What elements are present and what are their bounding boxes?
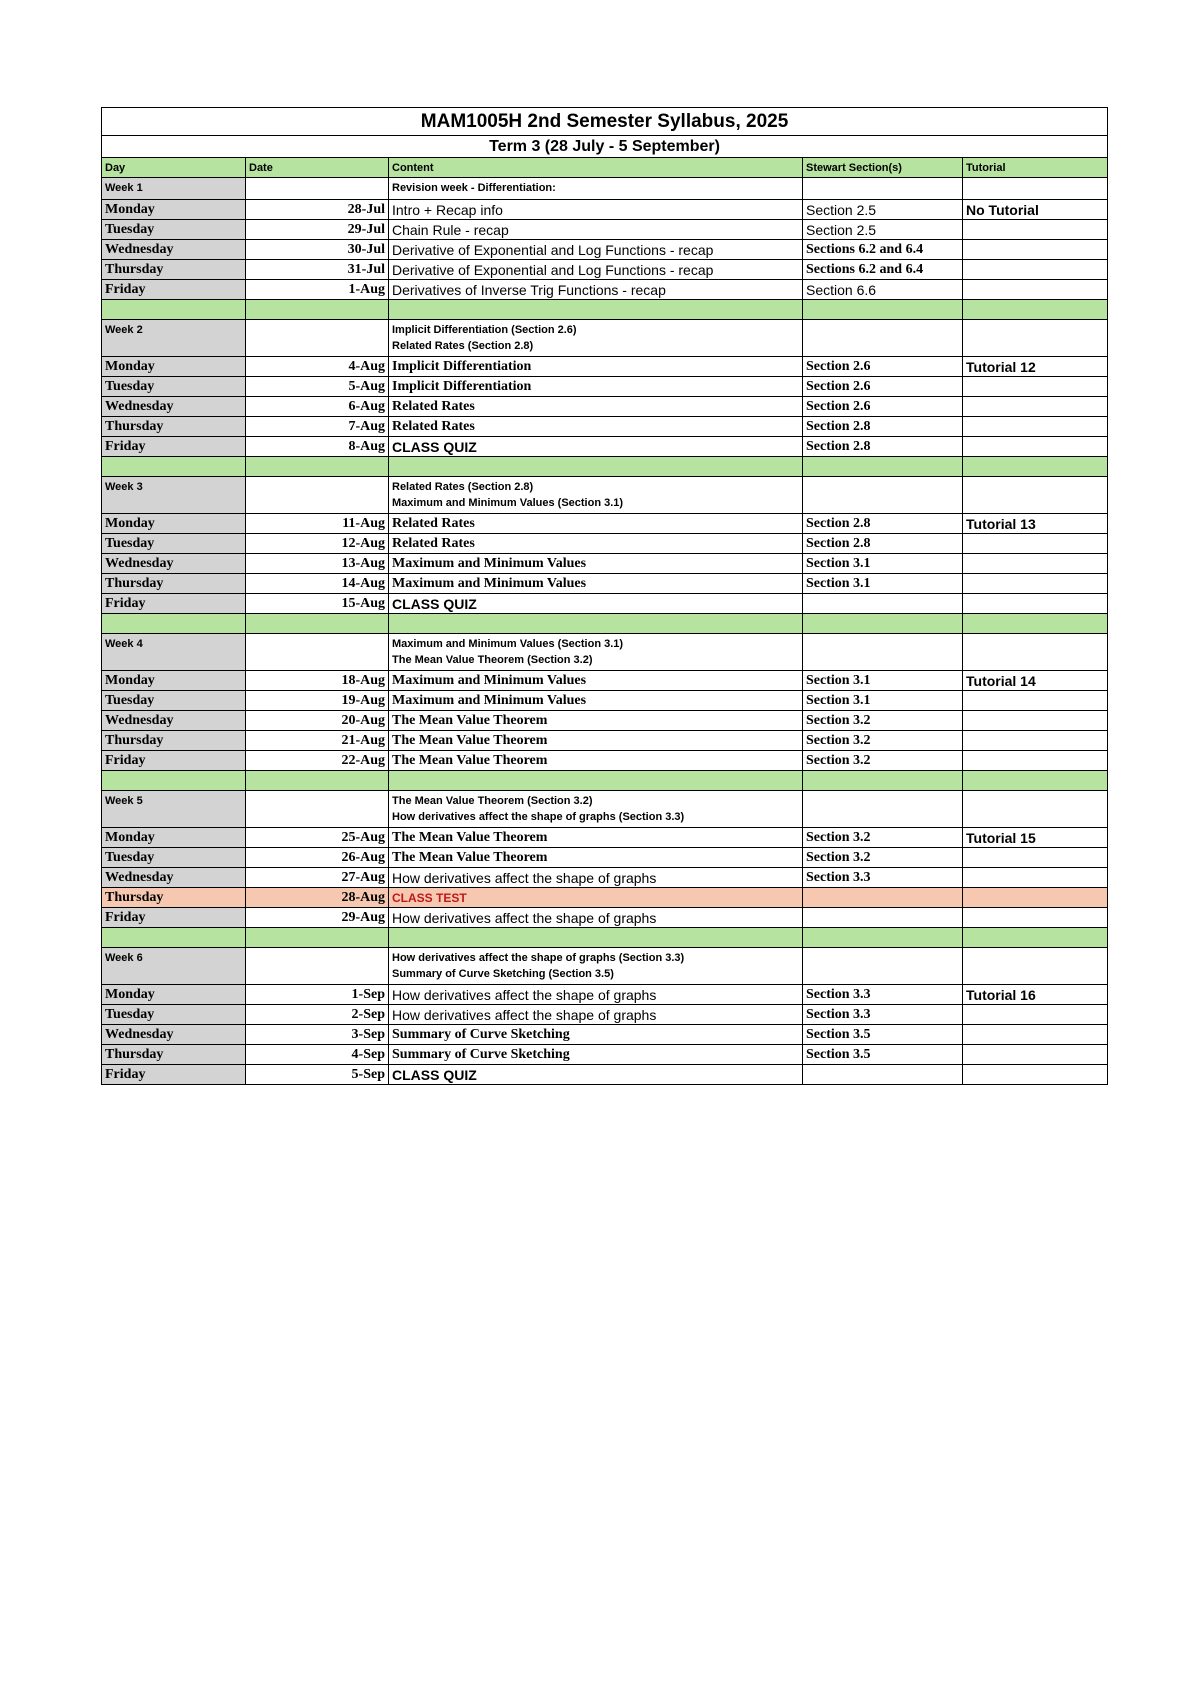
header-tutorial: Tutorial xyxy=(963,158,1108,178)
tutorial-cell xyxy=(963,417,1108,437)
header-day: Day xyxy=(102,158,246,178)
table-row xyxy=(102,828,1108,848)
content-cell: Related Rates xyxy=(389,534,803,554)
table-row xyxy=(102,417,1108,437)
tutorial-cell xyxy=(963,751,1108,771)
day-cell: Thursday xyxy=(102,417,246,437)
section-cell: Section 3.3 xyxy=(803,1005,963,1025)
week-label: Week 6 xyxy=(102,948,246,985)
table-row xyxy=(102,534,1108,554)
date-cell: 14-Aug xyxy=(246,574,389,594)
table-row xyxy=(102,888,1108,908)
day-cell: Friday xyxy=(102,908,246,928)
week-separator xyxy=(102,928,1108,948)
section-cell: Section 3.2 xyxy=(803,848,963,868)
day-cell: Monday xyxy=(102,828,246,848)
separator-cell xyxy=(963,928,1108,948)
date-cell: 29-Jul xyxy=(246,220,389,240)
day-cell: Tuesday xyxy=(102,377,246,397)
separator-cell xyxy=(803,928,963,948)
tutorial-cell xyxy=(963,220,1108,240)
date-cell: 5-Aug xyxy=(246,377,389,397)
day-cell: Tuesday xyxy=(102,534,246,554)
date-cell: 2-Sep xyxy=(246,1005,389,1025)
content-cell: CLASS TEST xyxy=(389,888,803,908)
day-cell: Thursday xyxy=(102,888,246,908)
tutorial-cell xyxy=(963,437,1108,457)
day-cell: Tuesday xyxy=(102,691,246,711)
week-header-row xyxy=(102,477,1108,514)
section-cell: Section 2.6 xyxy=(803,357,963,377)
week-empty-cell xyxy=(963,320,1108,357)
separator-cell xyxy=(246,614,389,634)
day-cell: Thursday xyxy=(102,260,246,280)
week-label: Week 2 xyxy=(102,320,246,357)
date-cell: 25-Aug xyxy=(246,828,389,848)
week-topic: How derivatives affect the shape of graphs (Section 3.3) xyxy=(392,952,685,964)
syllabus-table xyxy=(101,107,1108,1085)
section-cell: Section 6.6 xyxy=(803,280,963,300)
table-row xyxy=(102,200,1108,220)
separator-cell xyxy=(246,457,389,477)
syllabus-body xyxy=(102,108,1108,1085)
week-topic: How derivatives affect the shape of graphs (Section 3.3) xyxy=(392,811,685,823)
table-row xyxy=(102,711,1108,731)
date-cell: 3-Sep xyxy=(246,1025,389,1045)
section-cell: Section 3.2 xyxy=(803,751,963,771)
table-row xyxy=(102,1005,1108,1025)
section-cell: Section 2.8 xyxy=(803,417,963,437)
week-empty-cell xyxy=(803,948,963,985)
content-cell: Maximum and Minimum Values xyxy=(389,554,803,574)
date-cell: 27-Aug xyxy=(246,868,389,888)
tutorial-cell xyxy=(963,1025,1108,1045)
tutorial-cell xyxy=(963,691,1108,711)
date-cell: 15-Aug xyxy=(246,594,389,614)
tutorial-cell xyxy=(963,554,1108,574)
week-empty-cell xyxy=(803,791,963,828)
section-cell: Section 2.6 xyxy=(803,377,963,397)
week-header-row xyxy=(102,948,1108,985)
week-topic: Related Rates (Section 2.8) xyxy=(392,340,534,352)
section-cell xyxy=(803,888,963,908)
section-cell: Section 3.3 xyxy=(803,985,963,1005)
day-cell: Monday xyxy=(102,671,246,691)
content-cell: How derivatives affect the shape of graphs xyxy=(389,868,803,888)
day-cell: Monday xyxy=(102,200,246,220)
table-row xyxy=(102,377,1108,397)
content-cell: CLASS QUIZ xyxy=(389,1065,803,1085)
week-empty-cell xyxy=(803,320,963,357)
content-cell: The Mean Value Theorem xyxy=(389,751,803,771)
content-cell: Related Rates xyxy=(389,514,803,534)
week-topic: Related Rates (Section 2.8) xyxy=(392,481,534,493)
tutorial-cell xyxy=(963,868,1108,888)
day-cell: Friday xyxy=(102,751,246,771)
day-cell: Monday xyxy=(102,514,246,534)
day-cell: Friday xyxy=(102,1065,246,1085)
section-cell: Section 3.2 xyxy=(803,731,963,751)
tutorial-cell xyxy=(963,397,1108,417)
separator-cell xyxy=(963,771,1108,791)
week-empty-cell xyxy=(803,477,963,514)
section-cell: Section 3.1 xyxy=(803,574,963,594)
week-topic: Revision week - Differentiation: xyxy=(392,182,556,194)
date-cell: 21-Aug xyxy=(246,731,389,751)
table-row xyxy=(102,574,1108,594)
week-topic: Implicit Differentiation (Section 2.6) xyxy=(392,324,577,336)
week-empty-cell xyxy=(803,634,963,671)
header-section: Stewart Section(s) xyxy=(803,158,963,178)
date-cell: 4-Sep xyxy=(246,1045,389,1065)
term-row xyxy=(102,136,1108,158)
separator-cell xyxy=(389,457,803,477)
week-topic: The Mean Value Theorem (Section 3.2) xyxy=(392,795,593,807)
week-empty-cell xyxy=(963,477,1108,514)
day-cell: Friday xyxy=(102,594,246,614)
day-cell: Thursday xyxy=(102,1045,246,1065)
week-separator xyxy=(102,771,1108,791)
tutorial-cell xyxy=(963,731,1108,751)
section-cell: Section 2.5 xyxy=(803,200,963,220)
date-cell: 4-Aug xyxy=(246,357,389,377)
section-cell: Section 3.1 xyxy=(803,554,963,574)
week-separator xyxy=(102,300,1108,320)
week-date-cell xyxy=(246,477,389,514)
table-row xyxy=(102,240,1108,260)
week-date-cell xyxy=(246,948,389,985)
week-empty-cell xyxy=(963,634,1108,671)
date-cell: 26-Aug xyxy=(246,848,389,868)
date-cell: 8-Aug xyxy=(246,437,389,457)
separator-cell xyxy=(389,771,803,791)
date-cell: 19-Aug xyxy=(246,691,389,711)
title-row xyxy=(102,108,1108,136)
day-cell: Wednesday xyxy=(102,711,246,731)
day-cell: Tuesday xyxy=(102,848,246,868)
table-row xyxy=(102,751,1108,771)
week-topics xyxy=(389,634,803,671)
day-cell: Wednesday xyxy=(102,1025,246,1045)
date-cell: 31-Jul xyxy=(246,260,389,280)
separator-cell xyxy=(246,300,389,320)
content-cell: Implicit Differentiation xyxy=(389,357,803,377)
tutorial-cell xyxy=(963,1065,1108,1085)
table-row xyxy=(102,437,1108,457)
table-row xyxy=(102,691,1108,711)
week-label: Week 3 xyxy=(102,477,246,514)
table-row xyxy=(102,397,1108,417)
content-cell: Chain Rule - recap xyxy=(389,220,803,240)
tutorial-cell xyxy=(963,260,1108,280)
week-header-row xyxy=(102,178,1108,200)
week-topic: Summary of Curve Sketching (Section 3.5) xyxy=(392,968,614,980)
table-row xyxy=(102,868,1108,888)
separator-cell xyxy=(389,300,803,320)
date-cell: 1-Aug xyxy=(246,280,389,300)
section-cell xyxy=(803,908,963,928)
content-cell: Maximum and Minimum Values xyxy=(389,671,803,691)
table-row xyxy=(102,594,1108,614)
content-cell: Maximum and Minimum Values xyxy=(389,691,803,711)
tutorial-cell xyxy=(963,848,1108,868)
date-cell: 1-Sep xyxy=(246,985,389,1005)
tutorial-cell: Tutorial 12 xyxy=(963,357,1108,377)
day-cell: Friday xyxy=(102,280,246,300)
content-cell: The Mean Value Theorem xyxy=(389,711,803,731)
section-cell: Section 3.3 xyxy=(803,868,963,888)
week-date-cell xyxy=(246,791,389,828)
page-title: MAM1005H 2nd Semester Syllabus, 2025 xyxy=(102,108,1108,136)
week-date-cell xyxy=(246,634,389,671)
content-cell: Related Rates xyxy=(389,417,803,437)
week-label: Week 4 xyxy=(102,634,246,671)
header-date: Date xyxy=(246,158,389,178)
content-cell: Intro + Recap info xyxy=(389,200,803,220)
day-cell: Tuesday xyxy=(102,220,246,240)
week-topic: The Mean Value Theorem (Section 3.2) xyxy=(392,654,593,666)
separator-cell xyxy=(963,457,1108,477)
date-cell: 18-Aug xyxy=(246,671,389,691)
section-cell: Section 2.8 xyxy=(803,534,963,554)
tutorial-cell xyxy=(963,1005,1108,1025)
separator-cell xyxy=(102,928,246,948)
tutorial-cell: Tutorial 16 xyxy=(963,985,1108,1005)
section-cell: Section 3.2 xyxy=(803,828,963,848)
week-topics xyxy=(389,791,803,828)
day-cell: Wednesday xyxy=(102,554,246,574)
separator-cell xyxy=(102,614,246,634)
day-cell: Monday xyxy=(102,985,246,1005)
section-cell: Sections 6.2 and 6.4 xyxy=(803,240,963,260)
day-cell: Thursday xyxy=(102,574,246,594)
week-topics xyxy=(389,320,803,357)
date-cell: 28-Aug xyxy=(246,888,389,908)
table-row xyxy=(102,848,1108,868)
tutorial-cell xyxy=(963,280,1108,300)
content-cell: How derivatives affect the shape of graphs xyxy=(389,985,803,1005)
tutorial-cell: Tutorial 15 xyxy=(963,828,1108,848)
separator-cell xyxy=(963,614,1108,634)
content-cell: CLASS QUIZ xyxy=(389,594,803,614)
day-cell: Thursday xyxy=(102,731,246,751)
table-row xyxy=(102,554,1108,574)
week-date-cell xyxy=(246,320,389,357)
table-row xyxy=(102,731,1108,751)
separator-cell xyxy=(389,928,803,948)
table-row xyxy=(102,280,1108,300)
date-cell: 30-Jul xyxy=(246,240,389,260)
day-cell: Tuesday xyxy=(102,1005,246,1025)
header-content: Content xyxy=(389,158,803,178)
section-cell: Section 3.5 xyxy=(803,1045,963,1065)
week-separator xyxy=(102,457,1108,477)
content-cell: Summary of Curve Sketching xyxy=(389,1045,803,1065)
date-cell: 13-Aug xyxy=(246,554,389,574)
table-row xyxy=(102,220,1108,240)
week-topics xyxy=(389,477,803,514)
separator-cell xyxy=(803,300,963,320)
week-separator xyxy=(102,614,1108,634)
content-cell: Derivative of Exponential and Log Functions - recap xyxy=(389,260,803,280)
section-cell: Section 3.1 xyxy=(803,691,963,711)
section-cell: Section 3.5 xyxy=(803,1025,963,1045)
tutorial-cell xyxy=(963,377,1108,397)
tutorial-cell xyxy=(963,908,1108,928)
date-cell: 7-Aug xyxy=(246,417,389,437)
week-label: Week 1 xyxy=(102,178,246,200)
tutorial-cell: Tutorial 13 xyxy=(963,514,1108,534)
section-cell: Section 2.8 xyxy=(803,437,963,457)
content-cell: The Mean Value Theorem xyxy=(389,731,803,751)
tutorial-cell: Tutorial 14 xyxy=(963,671,1108,691)
tutorial-cell xyxy=(963,240,1108,260)
separator-cell xyxy=(246,771,389,791)
content-cell: CLASS QUIZ xyxy=(389,437,803,457)
date-cell: 5-Sep xyxy=(246,1065,389,1085)
content-cell: The Mean Value Theorem xyxy=(389,848,803,868)
tutorial-cell xyxy=(963,888,1108,908)
table-row xyxy=(102,671,1108,691)
separator-cell xyxy=(102,771,246,791)
week-topic: Maximum and Minimum Values (Section 3.1) xyxy=(392,497,624,509)
day-cell: Monday xyxy=(102,357,246,377)
section-cell: Section 3.2 xyxy=(803,711,963,731)
section-cell xyxy=(803,594,963,614)
table-row xyxy=(102,985,1108,1005)
table-row xyxy=(102,1045,1108,1065)
week-empty-cell xyxy=(803,178,963,200)
date-cell: 12-Aug xyxy=(246,534,389,554)
tutorial-cell xyxy=(963,594,1108,614)
week-label: Week 5 xyxy=(102,791,246,828)
table-row xyxy=(102,357,1108,377)
week-topics xyxy=(389,178,803,200)
day-cell: Wednesday xyxy=(102,240,246,260)
content-cell: How derivatives affect the shape of graphs xyxy=(389,908,803,928)
section-cell: Section 2.8 xyxy=(803,514,963,534)
date-cell: 6-Aug xyxy=(246,397,389,417)
tutorial-cell xyxy=(963,1045,1108,1065)
section-cell: Sections 6.2 and 6.4 xyxy=(803,260,963,280)
week-header-row xyxy=(102,320,1108,357)
term-heading: Term 3 (28 July - 5 September) xyxy=(102,136,1108,158)
table-row xyxy=(102,514,1108,534)
content-cell: Derivative of Exponential and Log Functions - recap xyxy=(389,240,803,260)
week-topic: Maximum and Minimum Values (Section 3.1) xyxy=(392,638,624,650)
section-cell: Section 2.6 xyxy=(803,397,963,417)
section-cell: Section 2.5 xyxy=(803,220,963,240)
separator-cell xyxy=(102,300,246,320)
content-cell: The Mean Value Theorem xyxy=(389,828,803,848)
day-cell: Wednesday xyxy=(102,397,246,417)
separator-cell xyxy=(389,614,803,634)
day-cell: Wednesday xyxy=(102,868,246,888)
date-cell: 20-Aug xyxy=(246,711,389,731)
separator-cell xyxy=(803,771,963,791)
tutorial-cell xyxy=(963,711,1108,731)
week-empty-cell xyxy=(963,791,1108,828)
section-cell: Section 3.1 xyxy=(803,671,963,691)
separator-cell xyxy=(803,457,963,477)
table-row xyxy=(102,260,1108,280)
date-cell: 28-Jul xyxy=(246,200,389,220)
tutorial-cell xyxy=(963,534,1108,554)
content-cell: How derivatives affect the shape of graphs xyxy=(389,1005,803,1025)
week-empty-cell xyxy=(963,178,1108,200)
content-cell: Derivatives of Inverse Trig Functions - recap xyxy=(389,280,803,300)
date-cell: 29-Aug xyxy=(246,908,389,928)
tutorial-cell xyxy=(963,574,1108,594)
content-cell: Related Rates xyxy=(389,397,803,417)
table-row xyxy=(102,1025,1108,1045)
week-header-row xyxy=(102,634,1108,671)
header-row xyxy=(102,158,1108,178)
week-header-row xyxy=(102,791,1108,828)
day-cell: Friday xyxy=(102,437,246,457)
content-cell: Summary of Curve Sketching xyxy=(389,1025,803,1045)
tutorial-cell: No Tutorial xyxy=(963,200,1108,220)
table-row xyxy=(102,908,1108,928)
week-date-cell xyxy=(246,178,389,200)
section-cell xyxy=(803,1065,963,1085)
table-row xyxy=(102,1065,1108,1085)
week-topics xyxy=(389,948,803,985)
separator-cell xyxy=(963,300,1108,320)
content-cell: Maximum and Minimum Values xyxy=(389,574,803,594)
date-cell: 22-Aug xyxy=(246,751,389,771)
separator-cell xyxy=(246,928,389,948)
content-cell: Implicit Differentiation xyxy=(389,377,803,397)
week-empty-cell xyxy=(963,948,1108,985)
separator-cell xyxy=(102,457,246,477)
separator-cell xyxy=(803,614,963,634)
date-cell: 11-Aug xyxy=(246,514,389,534)
